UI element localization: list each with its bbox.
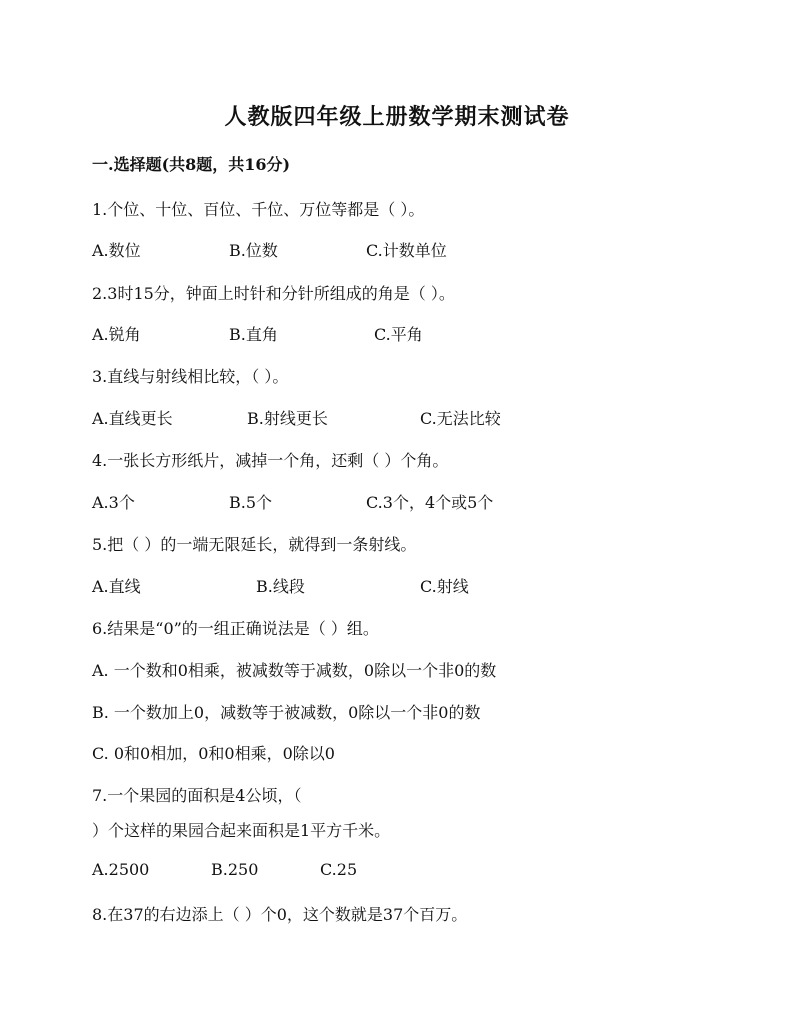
question-5-option-a: A.直线 — [92, 577, 141, 596]
question-4-option-b: B.5个 — [229, 493, 273, 512]
question-2-stem: 2.3时15分，钟面上时针和分针所组成的角是（ ）。 — [92, 284, 455, 303]
question-6-option-b: B. 一个数加上0，减数等于被减数，0除以一个非0的数 — [92, 703, 481, 722]
question-5-option-c: C.射线 — [420, 577, 469, 596]
question-1-option-a: A.数位 — [92, 241, 141, 260]
question-6-option-a: A. 一个数和0相乘，被减数等于减数，0除以一个非0的数 — [92, 661, 497, 680]
question-4-stem: 4.一张长方形纸片，减掉一个角，还剩（ ）个角。 — [92, 451, 449, 470]
question-3-option-a: A.直线更长 — [92, 409, 173, 428]
question-5-option-b: B.线段 — [256, 577, 305, 596]
question-4-option-a: A.3个 — [92, 493, 135, 512]
question-7-option-a: A.2500 — [92, 860, 150, 879]
question-7-option-b: B.250 — [211, 860, 259, 879]
question-2-option-a: A.锐角 — [92, 325, 141, 344]
section-heading: 一.选择题(共8题，共16分) — [92, 155, 291, 174]
question-4-option-c: C.3个，4个或5个 — [366, 493, 494, 512]
question-3-stem: 3.直线与射线相比较，（ ）。 — [92, 367, 289, 386]
question-6-stem: 6.结果是“0”的一组正确说法是（ ）组。 — [92, 619, 379, 638]
question-3-option-c: C.无法比较 — [420, 409, 501, 428]
question-1-option-b: B.位数 — [229, 241, 278, 260]
question-2-option-b: B.直角 — [229, 325, 278, 344]
question-7-option-c: C.25 — [320, 860, 358, 879]
question-3-option-b: B.射线更长 — [247, 409, 328, 428]
question-6-option-c: C. 0和0相加，0和0相乘，0除以0 — [92, 744, 335, 763]
page-title: 人教版四年级上册数学期末测试卷 — [224, 104, 570, 130]
question-1-stem: 1.个位、十位、百位、千位、万位等都是（ ）。 — [92, 200, 425, 219]
question-7-stem-line-1: 7.一个果园的面积是4公顷，（ — [92, 786, 302, 805]
question-8-stem: 8.在37的右边添上（ ）个0，这个数就是37个百万。 — [92, 905, 468, 924]
question-2-option-c: C.平角 — [374, 325, 423, 344]
question-5-stem: 5.把（ ）的一端无限延长，就得到一条射线。 — [92, 535, 417, 554]
question-1-option-c: C.计数单位 — [366, 241, 447, 260]
question-7-stem-line-2: ）个这样的果园合起来面积是1平方千米。 — [92, 821, 391, 840]
